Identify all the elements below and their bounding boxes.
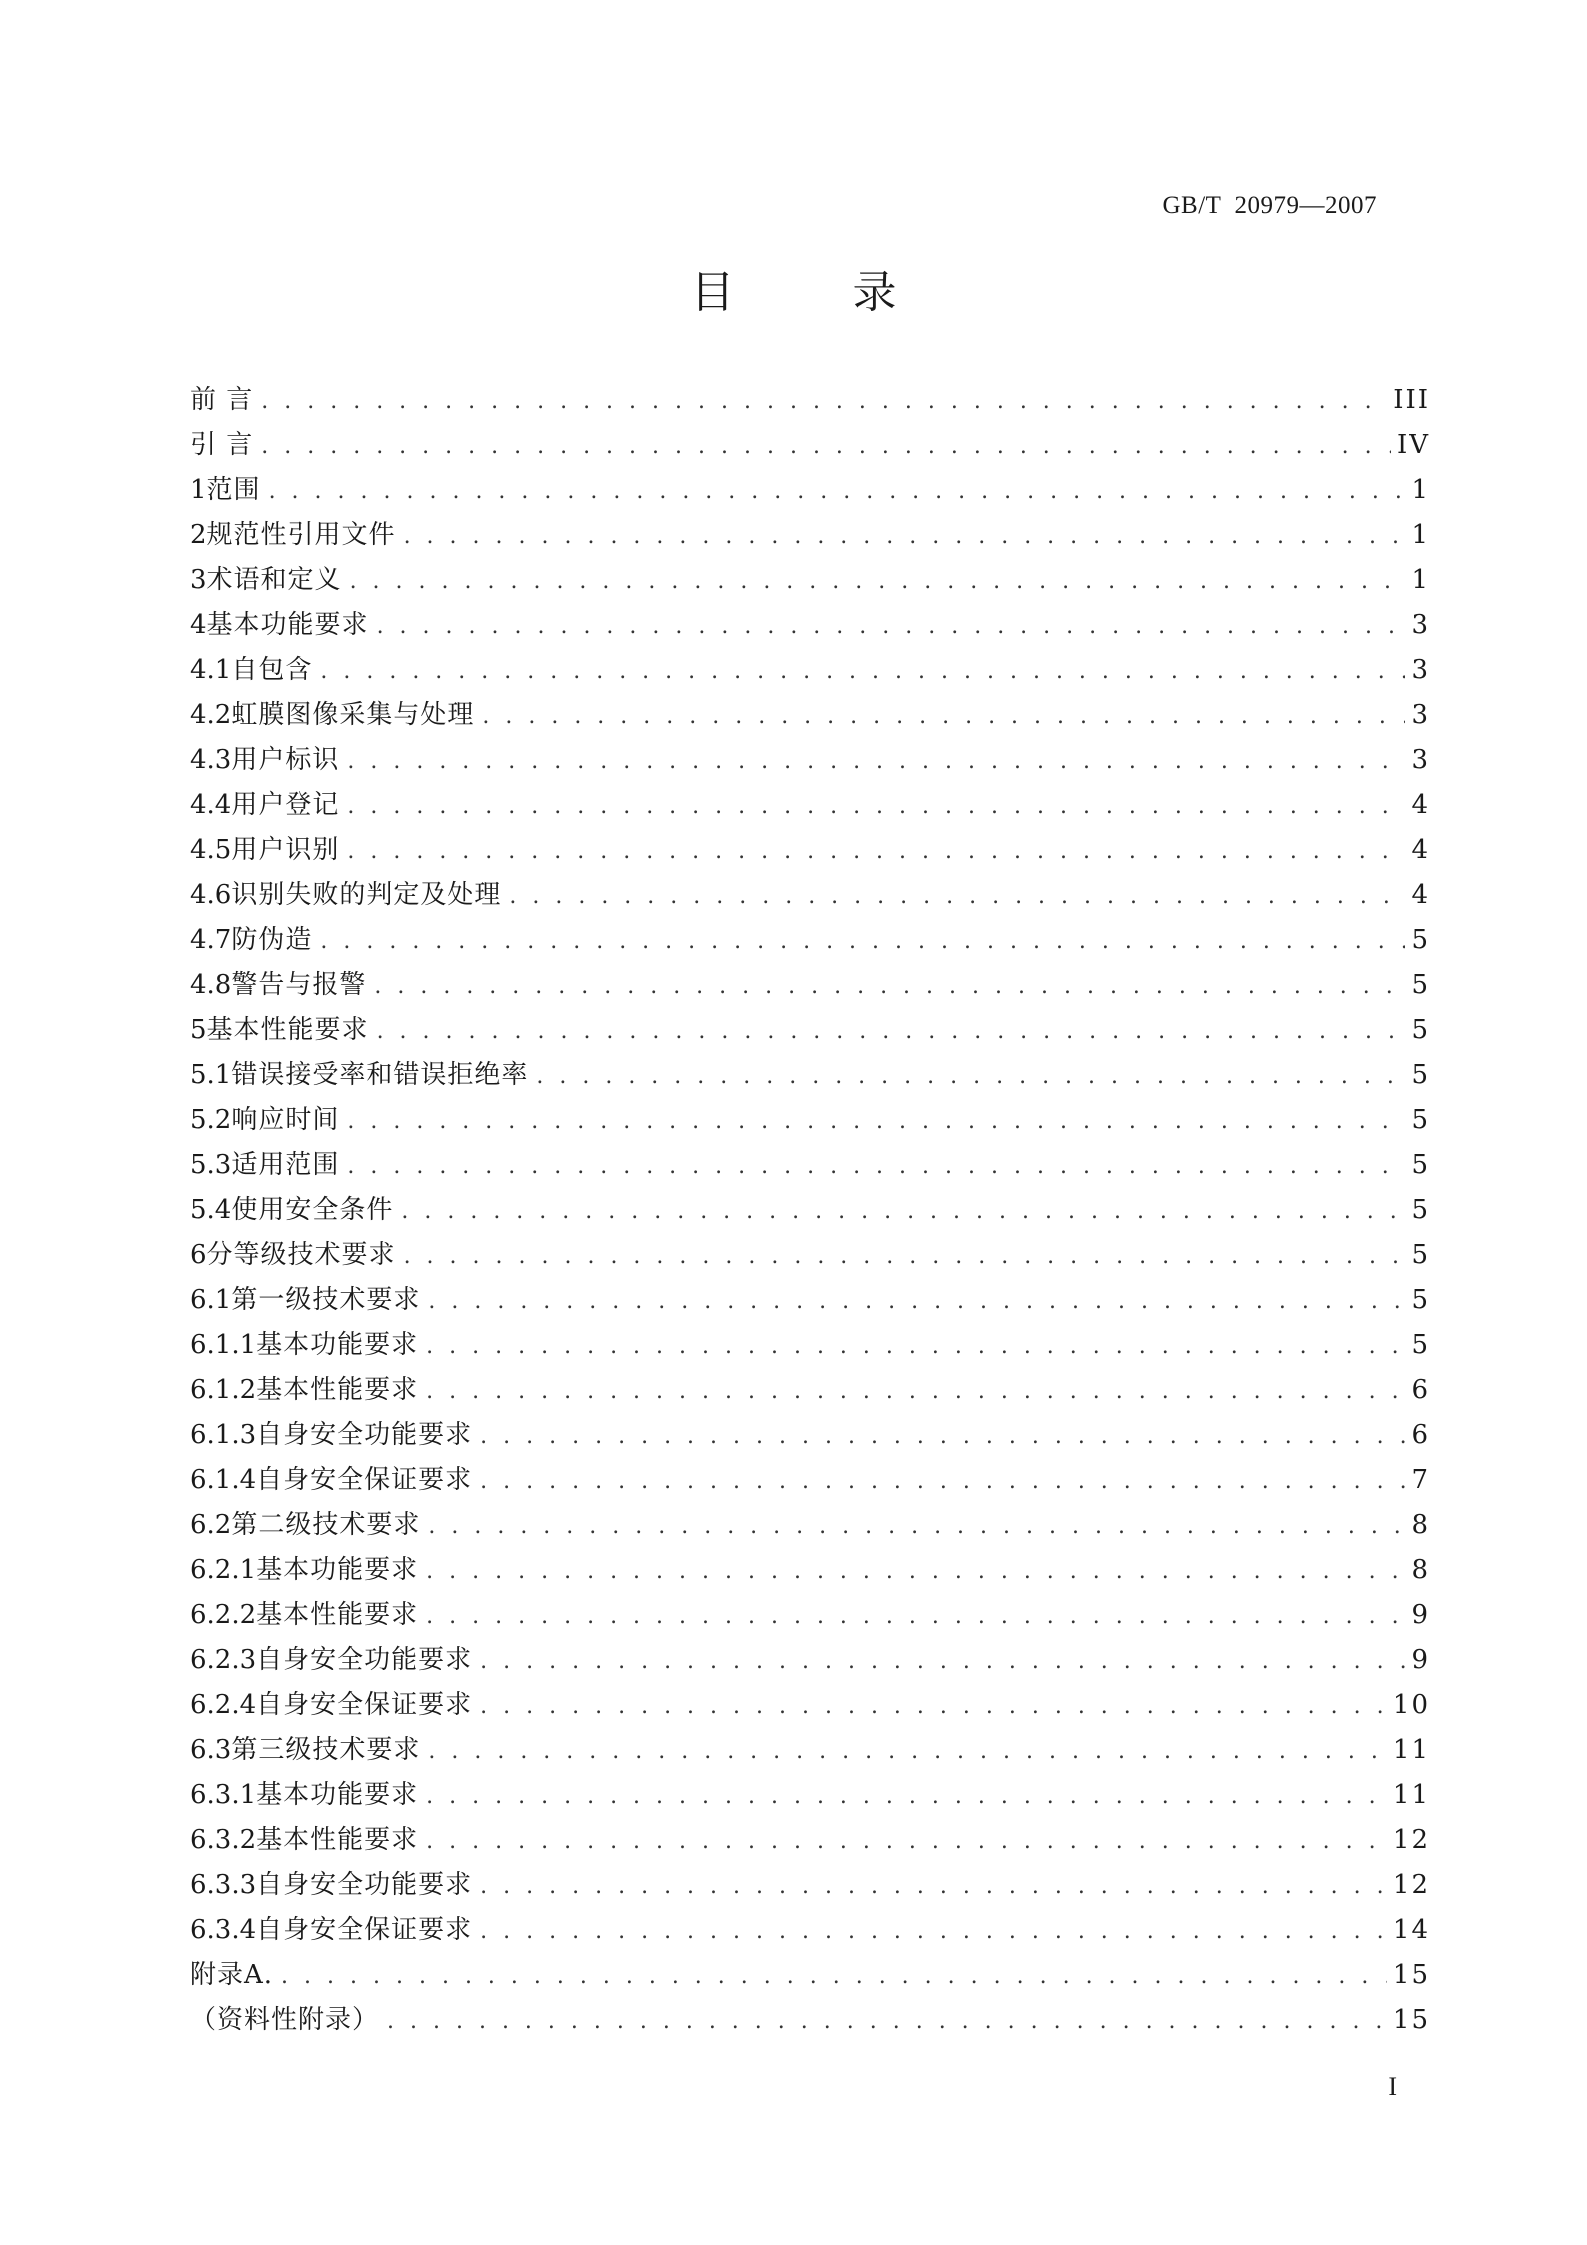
toc-entry-page: 4 [1411,880,1430,910]
toc-dot-leader [374,964,1405,1009]
toc-entry-page: 9 [1411,1600,1430,1630]
toc-entry-label: 术语和定义 [206,565,342,595]
toc-entry[interactable] [190,1908,1430,1953]
toc-dot-leader [426,1369,1405,1414]
toc-entry-page: 15 [1392,1960,1430,1990]
toc-dot-leader [261,379,1387,424]
toc-entry-page: 5 [1411,1285,1430,1315]
toc-entry-page: 11 [1392,1780,1430,1810]
toc-entry-page: 8 [1411,1555,1430,1585]
toc-entry-page: 5 [1411,925,1430,955]
toc-entry-label: 基本功能要求 [256,1330,419,1360]
toc-entry[interactable] [190,693,1430,738]
toc-entry-label: 基本功能要求 [206,610,369,640]
toc-entry[interactable] [190,378,1430,423]
toc-entry-label: 第三级技术要求 [231,1735,421,1765]
toc-entry-label: 使用安全条件 [231,1195,394,1225]
toc-entry-page: 4 [1411,790,1430,820]
toc-entry[interactable] [190,1503,1430,1548]
toc-entry[interactable] [190,1818,1430,1863]
toc-dot-leader [480,1864,1387,1909]
toc-dot-leader [401,1189,1405,1234]
toc-entry-number: 4.2 [190,700,232,730]
toc-entry-page: 9 [1411,1645,1430,1675]
toc-entry-number: 6.2.4 [190,1690,257,1720]
toc-entry-label: 附录A. [190,1960,274,1990]
toc-entry-number: 6.3.2 [190,1825,257,1855]
toc-entry-label: 防伪造 [231,925,313,955]
toc-entry-number: 6.1.1 [190,1330,257,1360]
toc-dot-leader [261,424,1391,469]
toc-entry-number: 5.4 [190,1195,232,1225]
toc-entry-page: 11 [1392,1735,1430,1765]
toc-entry-label: 范围 [206,475,261,505]
toc-dot-leader [426,1819,1387,1864]
toc-entry[interactable] [190,1233,1430,1278]
toc-entry-label: 警告与报警 [231,970,367,1000]
toc-entry-number: 5 [190,1015,207,1045]
toc-entry-number: 4.4 [190,790,232,820]
toc-entry[interactable] [190,603,1430,648]
toc-entry-label: 引 言 [190,430,254,460]
toc-dot-leader [428,1504,1405,1549]
toc-entry-number: 5.3 [190,1150,232,1180]
toc-entry-number: 4.5 [190,835,232,865]
toc-entry-label: 错误接受率和错误拒绝率 [231,1060,529,1090]
toc-entry[interactable] [190,963,1430,1008]
toc-entry-label: 前 言 [190,385,254,415]
toc-entry[interactable] [190,1278,1430,1323]
toc-entry-label: 自身安全功能要求 [256,1870,473,1900]
toc-entry-number: 4.6 [190,880,232,910]
toc-entry-page: 15 [1392,2005,1430,2035]
toc-entry-number: 6.1.2 [190,1375,257,1405]
toc-entry-page: 12 [1392,1825,1430,1855]
toc-dot-leader [426,1324,1405,1369]
toc-entry[interactable] [190,1548,1430,1593]
toc-entry-page: 5 [1411,1060,1430,1090]
toc-entry[interactable] [190,648,1430,693]
toc-dot-leader [428,1729,1387,1774]
toc-entry[interactable] [190,1728,1430,1773]
toc-entry[interactable] [190,1143,1430,1188]
toc-entry[interactable] [190,1368,1430,1413]
toc-dot-leader [536,1054,1405,1099]
toc-dot-leader [426,1549,1405,1594]
toc-entry-page: 5 [1411,970,1430,1000]
toc-entry[interactable] [190,558,1430,603]
toc-entry-page: 5 [1411,1240,1430,1270]
toc-entry-label: 第二级技术要求 [231,1510,421,1540]
toc-entry-label: 基本性能要求 [256,1825,419,1855]
standard-number: GB/T 20979—2007 [1162,192,1377,219]
toc-dot-leader [480,1459,1405,1504]
toc-entry[interactable] [190,468,1430,513]
toc-entry[interactable] [190,1998,1430,2043]
page-title: 目录 [690,267,1015,318]
toc-dot-leader [428,1279,1405,1324]
toc-entry[interactable] [190,783,1430,828]
toc-entry[interactable] [190,1323,1430,1368]
toc-entry[interactable] [190,1458,1430,1503]
toc-entry-page: 6 [1411,1420,1430,1450]
toc-dot-leader [509,874,1405,919]
toc-dot-leader [426,1594,1405,1639]
toc-entry-label: 基本性能要求 [256,1600,419,1630]
toc-entry-number: 2 [190,520,207,550]
toc-dot-leader [269,469,1406,514]
toc-entry-number: 6.1.4 [190,1465,257,1495]
toc-entry-page: 6 [1411,1375,1430,1405]
toc-dot-leader [404,1234,1406,1279]
toc-entry-label: 基本性能要求 [206,1015,369,1045]
toc-entry-page: 1 [1411,565,1430,595]
toc-entry[interactable] [190,1863,1430,1908]
toc-dot-leader [480,1414,1405,1459]
toc-entry-label: 基本功能要求 [256,1780,419,1810]
toc-entry-number: 3 [190,565,207,595]
page-number: I [1388,2072,1397,2101]
toc-entry[interactable] [190,738,1430,783]
toc-entry-label: 基本性能要求 [256,1375,419,1405]
toc-entry-number: 6.1.3 [190,1420,257,1450]
toc-entry-number: 6.3.3 [190,1870,257,1900]
toc-dot-leader [347,1144,1405,1189]
toc-dot-leader [281,1954,1387,1999]
toc-entry-label: 用户识别 [231,835,340,865]
toc-dot-leader [347,739,1405,784]
toc-entry[interactable] [190,513,1430,558]
toc-entry-number: 5.2 [190,1105,232,1135]
toc-entry-number: 4.7 [190,925,232,955]
toc-entry-label: 用户登记 [231,790,340,820]
toc-dot-leader [347,784,1405,829]
toc-entry-number: 6.2.1 [190,1555,257,1585]
table-of-contents [190,378,1430,2043]
toc-entry-label: 适用范围 [231,1150,340,1180]
toc-entry[interactable] [190,1053,1430,1098]
toc-entry-number: 6 [190,1240,207,1270]
toc-entry[interactable] [190,1773,1430,1818]
toc-entry-label: 虹膜图像采集与处理 [231,700,475,730]
toc-entry-label: 自身安全保证要求 [256,1465,473,1495]
toc-entry-number: 6.3.4 [190,1915,257,1945]
toc-dot-leader [480,1639,1405,1684]
toc-entry-label: 规范性引用文件 [206,520,396,550]
toc-entry-page: 1 [1411,520,1430,550]
toc-entry-page: 5 [1411,1195,1430,1225]
toc-dot-leader [377,604,1406,649]
toc-entry-page: 1 [1411,475,1430,505]
toc-entry[interactable] [190,1683,1430,1728]
toc-entry-number: 6.3 [190,1735,232,1765]
toc-entry-label: 第一级技术要求 [231,1285,421,1315]
toc-entry[interactable] [190,1188,1430,1233]
toc-entry[interactable] [190,1008,1430,1053]
toc-dot-leader [480,1909,1387,1954]
toc-entry-page: 3 [1411,700,1430,730]
toc-dot-leader [347,1099,1405,1144]
toc-entry-label: 基本功能要求 [256,1555,419,1585]
toc-entry[interactable] [190,1638,1430,1683]
toc-entry-number: 4.8 [190,970,232,1000]
toc-entry-label: 自身安全功能要求 [256,1420,473,1450]
toc-entry[interactable] [190,1098,1430,1143]
toc-entry-number: 6.1 [190,1285,232,1315]
toc-entry-number: 6.2.2 [190,1600,257,1630]
toc-entry-page: 10 [1392,1690,1430,1720]
toc-entry-number: 6.3.1 [190,1780,257,1810]
toc-entry-page: III [1393,385,1430,415]
toc-entry[interactable] [190,1413,1430,1458]
toc-entry-number: 4 [190,610,207,640]
toc-entry-number: 6.2.3 [190,1645,257,1675]
toc-dot-leader [377,1009,1406,1054]
toc-entry-label: 分等级技术要求 [206,1240,396,1270]
toc-entry-page: 3 [1411,745,1430,775]
toc-dot-leader [482,694,1405,739]
toc-entry[interactable] [190,1953,1430,1998]
toc-dot-leader [320,919,1405,964]
toc-entry-page: 4 [1411,835,1430,865]
toc-entry-number: 6.2 [190,1510,232,1540]
toc-entry[interactable] [190,873,1430,918]
toc-entry-label: 自身安全保证要求 [256,1915,473,1945]
toc-entry[interactable] [190,828,1430,873]
toc-entry[interactable] [190,423,1430,468]
toc-entry-page: 7 [1411,1465,1430,1495]
toc-entry-page: 14 [1392,1915,1430,1945]
toc-entry-number: 1 [190,475,207,505]
toc-dot-leader [387,1999,1387,2044]
toc-dot-leader [320,649,1405,694]
toc-entry-number: 5.1 [190,1060,232,1090]
toc-entry-page: 5 [1411,1330,1430,1360]
toc-dot-leader [404,514,1406,559]
toc-entry-number: 4.1 [190,655,232,685]
toc-entry-label: 识别失败的判定及处理 [231,880,502,910]
toc-entry-number: 4.3 [190,745,232,775]
toc-entry-page: IV [1396,430,1430,460]
toc-entry-page: 5 [1411,1150,1430,1180]
toc-entry-page: 8 [1411,1510,1430,1540]
toc-entry-page: 5 [1411,1015,1430,1045]
toc-entry[interactable] [190,1593,1430,1638]
toc-dot-leader [347,829,1405,874]
toc-dot-leader [426,1774,1387,1819]
toc-entry-page: 3 [1411,610,1430,640]
toc-dot-leader [350,559,1406,604]
toc-entry-label: 响应时间 [231,1105,340,1135]
toc-entry-label: （资料性附录） [190,2005,380,2035]
toc-entry-label: 自身安全功能要求 [256,1645,473,1675]
toc-entry-label: 自包含 [231,655,313,685]
toc-entry[interactable] [190,918,1430,963]
toc-entry-page: 12 [1392,1870,1430,1900]
toc-entry-label: 用户标识 [231,745,340,775]
toc-entry-label: 自身安全保证要求 [256,1690,473,1720]
toc-dot-leader [480,1684,1387,1729]
toc-entry-page: 3 [1411,655,1430,685]
toc-entry-page: 5 [1411,1105,1430,1135]
